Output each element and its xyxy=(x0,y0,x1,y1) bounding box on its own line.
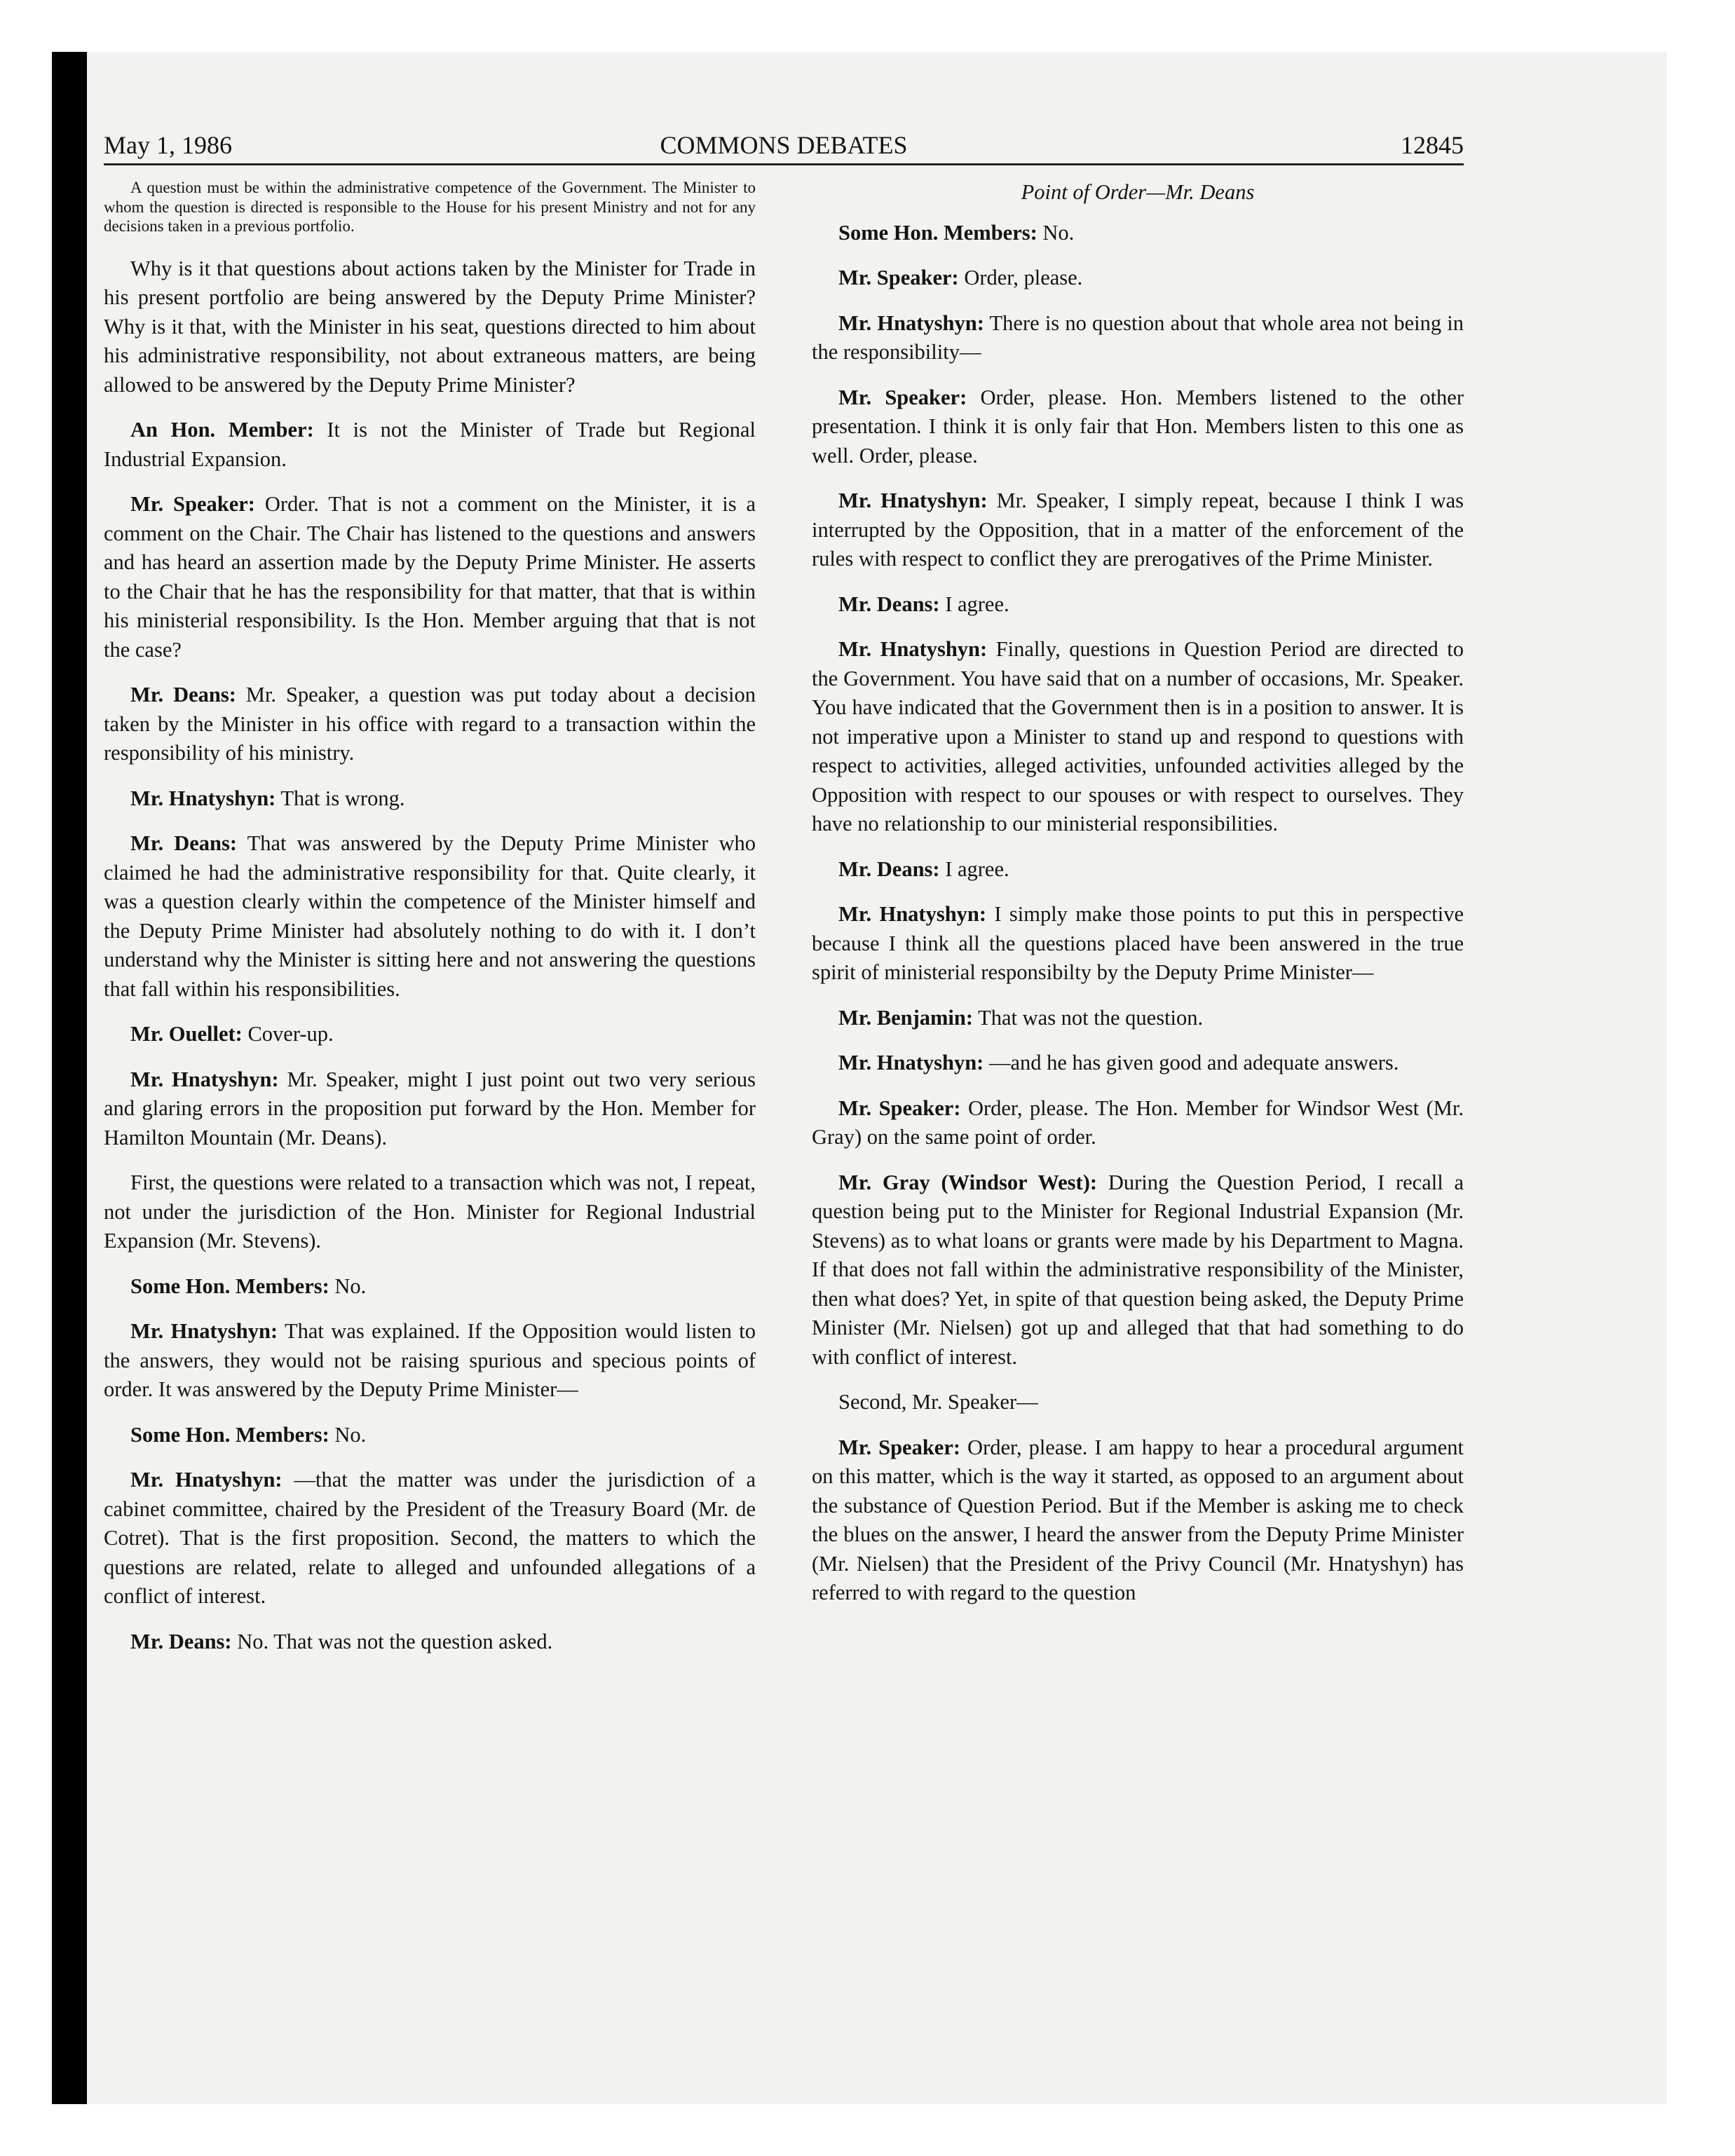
speech-paragraph xyxy=(812,900,1464,988)
right-column xyxy=(812,178,1464,1624)
speech-text: Order, please. Hon. Members listened to the other presentation. I think it is only fair that Hon. Members listen to this one as well. Order, please. xyxy=(812,385,1464,468)
speaker-name: Some Hon. Members: xyxy=(130,1422,329,1447)
speaker-name: Mr. Hnatyshyn: xyxy=(838,311,984,335)
speaker-name: Mr. Deans: xyxy=(130,1629,232,1653)
speech-text: Finally, questions in Question Period are directed to the Government. You have said that on a number of occasions, Mr. Speaker. You have indicated that the Government then is in a position to answer. It is not imperative upon a Minister to stand up and respond to questions with respect to activities, alleged activities, unfounded activities alleged by the Opposition with respect to our spouses or with respect to ourselves. They have no relationship to our ministerial responsibilities. xyxy=(812,637,1464,835)
speech-paragraph xyxy=(104,1317,756,1405)
speech-text: I agree. xyxy=(945,857,1009,881)
speech-text: —and he has given good and adequate answers. xyxy=(988,1051,1399,1074)
speech-paragraph xyxy=(812,635,1464,839)
speaker-name: Mr. Hnatyshyn: xyxy=(130,1067,279,1091)
speaker-name: Mr. Hnatyshyn: xyxy=(130,1319,278,1343)
speech-paragraph xyxy=(104,784,756,814)
speech-text: That was explained. If the Opposition would listen to the answers, they would not be raising spurious and specious points of order. It was answered by the Deputy Prime Minister— xyxy=(104,1319,756,1401)
speech-paragraph xyxy=(812,309,1464,367)
speech-text: Mr. Speaker, I simply repeat, because I think I was interrupted by the Opposition, that in a matter of the enforcement of the rules with respect to conflict they are prerogatives of the Prime Minister. xyxy=(812,489,1464,571)
speaker-name: Mr. Deans: xyxy=(838,592,940,616)
speech-text: Mr. Speaker, a question was put today about a decision taken by the Minister in his office with regard to a transaction within the responsibility of his ministry. xyxy=(104,683,756,765)
speaker-name: Mr. Hnatyshyn: xyxy=(838,902,987,926)
speech-paragraph xyxy=(812,486,1464,574)
speech-paragraph xyxy=(812,1433,1464,1608)
section-heading: Point of Order—Mr. Deans xyxy=(1021,180,1255,204)
speech-paragraph xyxy=(104,1168,756,1256)
speech-paragraph xyxy=(104,1272,756,1302)
speaker-name: Mr. Speaker: xyxy=(838,1096,961,1120)
speaker-name: Mr. Hnatyshyn: xyxy=(130,1468,283,1492)
speaker-name: Some Hon. Members: xyxy=(838,220,1037,245)
speech-text: No. xyxy=(1042,220,1075,245)
speech-paragraph xyxy=(812,219,1464,248)
speaker-name: Mr. Speaker: xyxy=(838,385,967,409)
speech-paragraph xyxy=(812,264,1464,293)
speech-paragraph xyxy=(104,1065,756,1153)
speaker-name: Mr. Gray (Windsor West): xyxy=(838,1170,1098,1194)
speaker-name: Mr. Deans: xyxy=(838,857,940,881)
speaker-name: Mr. Ouellet: xyxy=(130,1022,243,1046)
speaker-name: An Hon. Member: xyxy=(130,418,314,442)
speech-paragraph xyxy=(104,1466,756,1611)
speech-text: —that the matter was under the jurisdiction of a cabinet committee, chaired by the President of the Treasury Board (Mr. de Cotret). That is the first proposition. Second, the matters to which the questions are related, relate to alleged and unfounded allegations of a conflict of interest. xyxy=(104,1468,756,1608)
speech-paragraph xyxy=(812,1168,1464,1372)
speech-text: That was answered by the Deputy Prime Minister who claimed he had the administrative responsibility for that. Quite clearly, it was a question clearly within the competence of the Minister himself and the Deputy Prime Minister had absolutely nothing to do with it. I don’t understand why the Minister is sitting here and not answering the questions that fall within his responsibilities. xyxy=(104,831,756,1001)
speaker-name: Mr. Speaker: xyxy=(130,492,255,516)
procedure-note xyxy=(104,178,756,236)
speech-text: There is no question about that whole area not being in the responsibility— xyxy=(812,311,1464,364)
speech-paragraph xyxy=(104,1628,756,1657)
header-title: COMMONS DEBATES xyxy=(660,131,908,159)
speech-text: Order, please. xyxy=(964,266,1083,289)
speaker-name: Mr. Speaker: xyxy=(838,1435,961,1459)
right-paragraphs xyxy=(812,219,1464,1608)
speech-paragraph xyxy=(812,1094,1464,1152)
speech-paragraph xyxy=(104,1020,756,1049)
speech-text: Cover-up. xyxy=(247,1022,334,1046)
speech-paragraph xyxy=(104,490,756,664)
speech-text: I agree. xyxy=(945,592,1009,616)
speech-text: That was not the question. xyxy=(978,1005,1204,1030)
left-column xyxy=(104,178,756,1672)
speech-text: Why is it that questions about actions taken by the Minister for Trade in his present portfolio are being answered by the Deputy Prime Minister? Why is it that, with the Minister in his seat, questions directed to him about his administrative responsibility, not about extraneous matters, are being allowed to be answered by the Deputy Prime Minister? xyxy=(104,256,756,397)
speech-text: Order. That is not a comment on the Minister, it is a comment on the Chair. The Chair has listened to the questions and answers and has heard an assertion made by the Deputy Prime Minister. He asserts to the Chair that he has the responsibility for that matter, that that is within his ministerial responsibility. Is the Hon. Member arguing that that is not the case? xyxy=(104,492,756,662)
speaker-name: Mr. Deans: xyxy=(130,683,236,707)
speaker-name: Mr. Speaker: xyxy=(838,266,959,289)
speaker-name: Mr. Hnatyshyn: xyxy=(838,1051,984,1074)
speaker-name: Mr. Hnatyshyn: xyxy=(838,637,988,661)
speech-paragraph xyxy=(812,855,1464,885)
speech-text: It is not the Minister of Trade but Regional Industrial Expansion. xyxy=(104,418,756,471)
header-rule xyxy=(104,163,1464,165)
speech-paragraph xyxy=(104,254,756,400)
speech-text: First, the questions were related to a transaction which was not, I repeat, not under the jurisdiction of the Hon. Minister for Regional Industrial Expansion (Mr. Stevens). xyxy=(104,1171,756,1253)
speech-text: No. xyxy=(334,1274,367,1298)
speech-paragraph xyxy=(812,590,1464,620)
speech-text: Mr. Speaker, might I just point out two very serious and glaring errors in the proposition put forward by the Hon. Member for Hamilton Mountain (Mr. Deans). xyxy=(104,1067,756,1149)
speech-text: Order, please. I am happy to hear a procedural argument on this matter, which is the way it started, as opposed to an argument about the substance of Question Period. But if the Member is asking me to check the blues on the answer, I heard the answer from the Deputy Prime Minister (Mr. Nielsen) that the President of the Privy Council (Mr. Hnatyshyn) has referred to with regard to the question xyxy=(812,1435,1464,1604)
page-header xyxy=(104,130,1464,163)
speaker-name: Some Hon. Members: xyxy=(130,1274,329,1298)
speech-text: Order, please. The Hon. Member for Windsor West (Mr. Gray) on the same point of order. xyxy=(812,1096,1464,1149)
header-page-number: 12845 xyxy=(1401,131,1464,159)
speech-paragraph xyxy=(812,383,1464,471)
speech-text: No. xyxy=(334,1422,367,1447)
header-date: May 1, 1986 xyxy=(104,131,232,159)
speaker-name: Mr. Deans: xyxy=(130,831,238,855)
speech-paragraph xyxy=(104,416,756,474)
speech-paragraph xyxy=(104,829,756,1004)
speech-text: I simply make those points to put this in perspective because I think all the questions placed have been answered in the true spirit of ministerial responsibilty by the Deputy Prime Minister— xyxy=(812,902,1464,984)
speech-text: No. That was not the question asked. xyxy=(237,1629,553,1653)
speech-paragraph xyxy=(104,681,756,768)
speaker-name: Mr. Benjamin: xyxy=(838,1005,974,1030)
speech-paragraph xyxy=(812,1388,1464,1417)
speech-text: That is wrong. xyxy=(280,786,405,810)
speech-text: During the Question Period, I recall a question being put to the Minister for Regional Industrial Expansion (Mr. Stevens) as to what loans or grants were made by his Department to Magna. If that does not fall within the administrative responsibility of the Minister, then what does? Yet, in spite of that question being asked, the Deputy Prime Minister (Mr. Nielsen) got up and alleged that that had something to do with conflict of interest. xyxy=(812,1170,1464,1369)
speech-paragraph xyxy=(812,1049,1464,1078)
procedure-note-text: A question must be within the administrative competence of the Government. The Minister to whom the question is directed is responsible to the House for his present Ministry and not for any decisions taken in a previous portfolio. xyxy=(104,179,756,235)
scan-border xyxy=(52,52,87,2104)
speaker-name: Mr. Hnatyshyn: xyxy=(130,786,276,810)
speech-paragraph xyxy=(104,1421,756,1450)
speech-text: Second, Mr. Speaker— xyxy=(838,1390,1038,1414)
speech-paragraph xyxy=(812,1004,1464,1033)
speaker-name: Mr. Hnatyshyn: xyxy=(838,489,988,512)
left-paragraphs xyxy=(104,254,756,1657)
